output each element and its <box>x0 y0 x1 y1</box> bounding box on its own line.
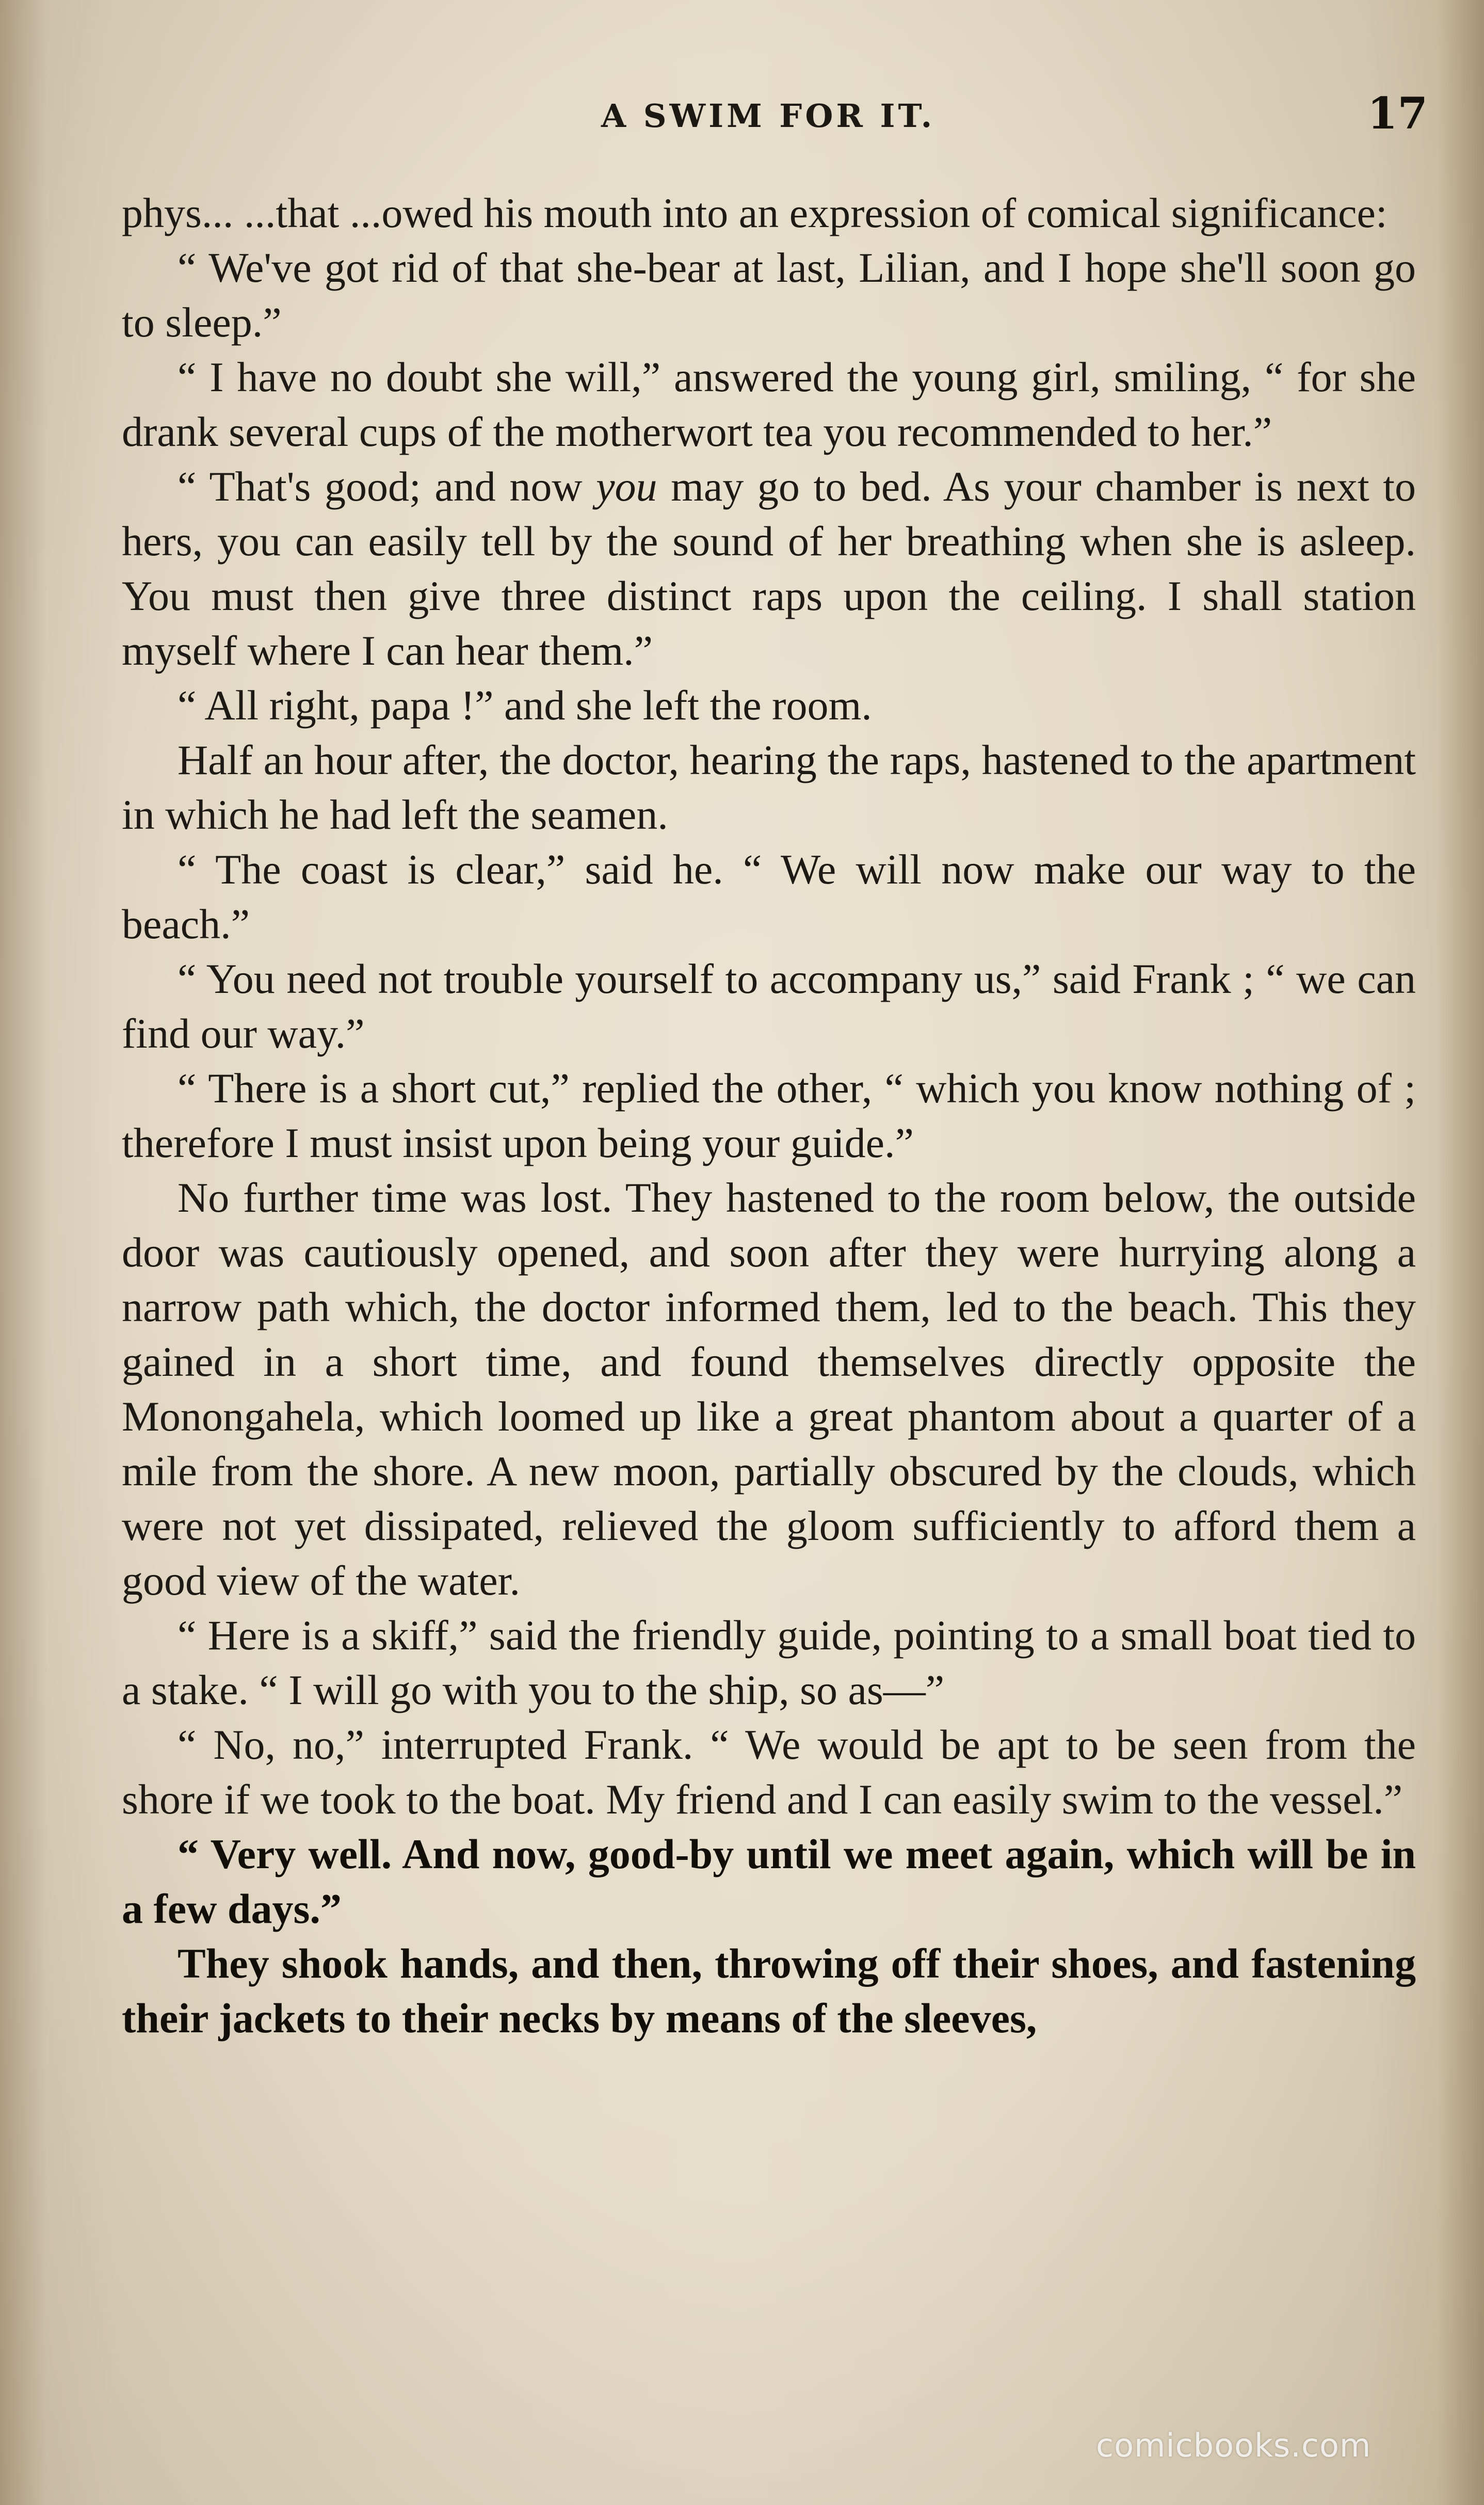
running-head <box>0 87 1484 143</box>
paragraph-text: “ That's good; and now <box>178 463 596 510</box>
page-right-shadow <box>1438 0 1484 2505</box>
paragraph: “ I have no doubt she will,” answered the young girl, smiling, “ for she drank several cups of the motherwort tea you recommended to her.” <box>122 354 1416 455</box>
paragraph <box>122 459 1416 678</box>
paragraph-text: may go to bed. As your chamber is next to hers, you can easily tell by the sound of her breathing when she is asleep. You must then give three distinct raps upon the ceiling. I shall station myself where I can hear them.” <box>122 463 1416 674</box>
paragraph: “ There is a short cut,” replied the other, “ which you know nothing of ; therefore I must insist upon being your guide.” <box>122 1065 1416 1166</box>
paragraph: “ You need not trouble yourself to accompany us,” said Frank ; “ we can find our way.” <box>122 955 1416 1057</box>
paragraph: No further time was lost. They hastened to the room below, the outside door was cautiously opened, and soon after they were hurrying along a narrow path which, the doctor informed them, led to the beach. This they gained in a short time, and found themselves directly opposite the Monongahela, which loomed up like a great phantom about a quarter of a mile from the shore. A new moon, partially obscured by the clouds, which were not yet dissipated, relieved the gloom sufficiently to afford them a good view of the water. <box>122 1174 1416 1604</box>
chapter-title: A SWIM FOR IT. <box>601 97 935 135</box>
emphasized-word: you <box>596 463 657 510</box>
paragraph: “ Here is a skiff,” said the friendly guide, pointing to a small boat tied to a stake. “ I will go with you to the ship, so as—” <box>122 1612 1416 1713</box>
page-number: 17 <box>1367 88 1428 139</box>
page-left-shadow <box>0 0 46 2505</box>
paragraph: “ We've got rid of that she-bear at last, Lilian, and I hope she'll soon go to sleep.” <box>122 244 1416 346</box>
paragraph: phys... ...that ...owed his mouth into an expression of comical significance: <box>122 189 1388 236</box>
paragraph: Half an hour after, the doctor, hearing the raps, hastened to the apartment in which he had left the seamen. <box>122 736 1416 838</box>
site-watermark: comicbooks.com <box>1096 2427 1372 2464</box>
paragraph: “ Very well. And now, good-by until we meet again, which will be in a few days.” <box>122 1830 1416 1932</box>
paragraph: “ All right, papa !” and she left the room. <box>178 682 872 729</box>
paragraph: “ The coast is clear,” said he. “ We will now make our way to the beach.” <box>122 846 1416 948</box>
paragraph: They shook hands, and then, throwing off their shoes, and fastening their jackets to their necks by means of the sleeves, <box>122 1940 1416 2042</box>
paragraph: “ No, no,” interrupted Frank. “ We would be apt to be seen from the shore if we took to the boat. My friend and I can easily swim to the vessel.” <box>122 1721 1416 1823</box>
body-text <box>122 186 1416 2379</box>
